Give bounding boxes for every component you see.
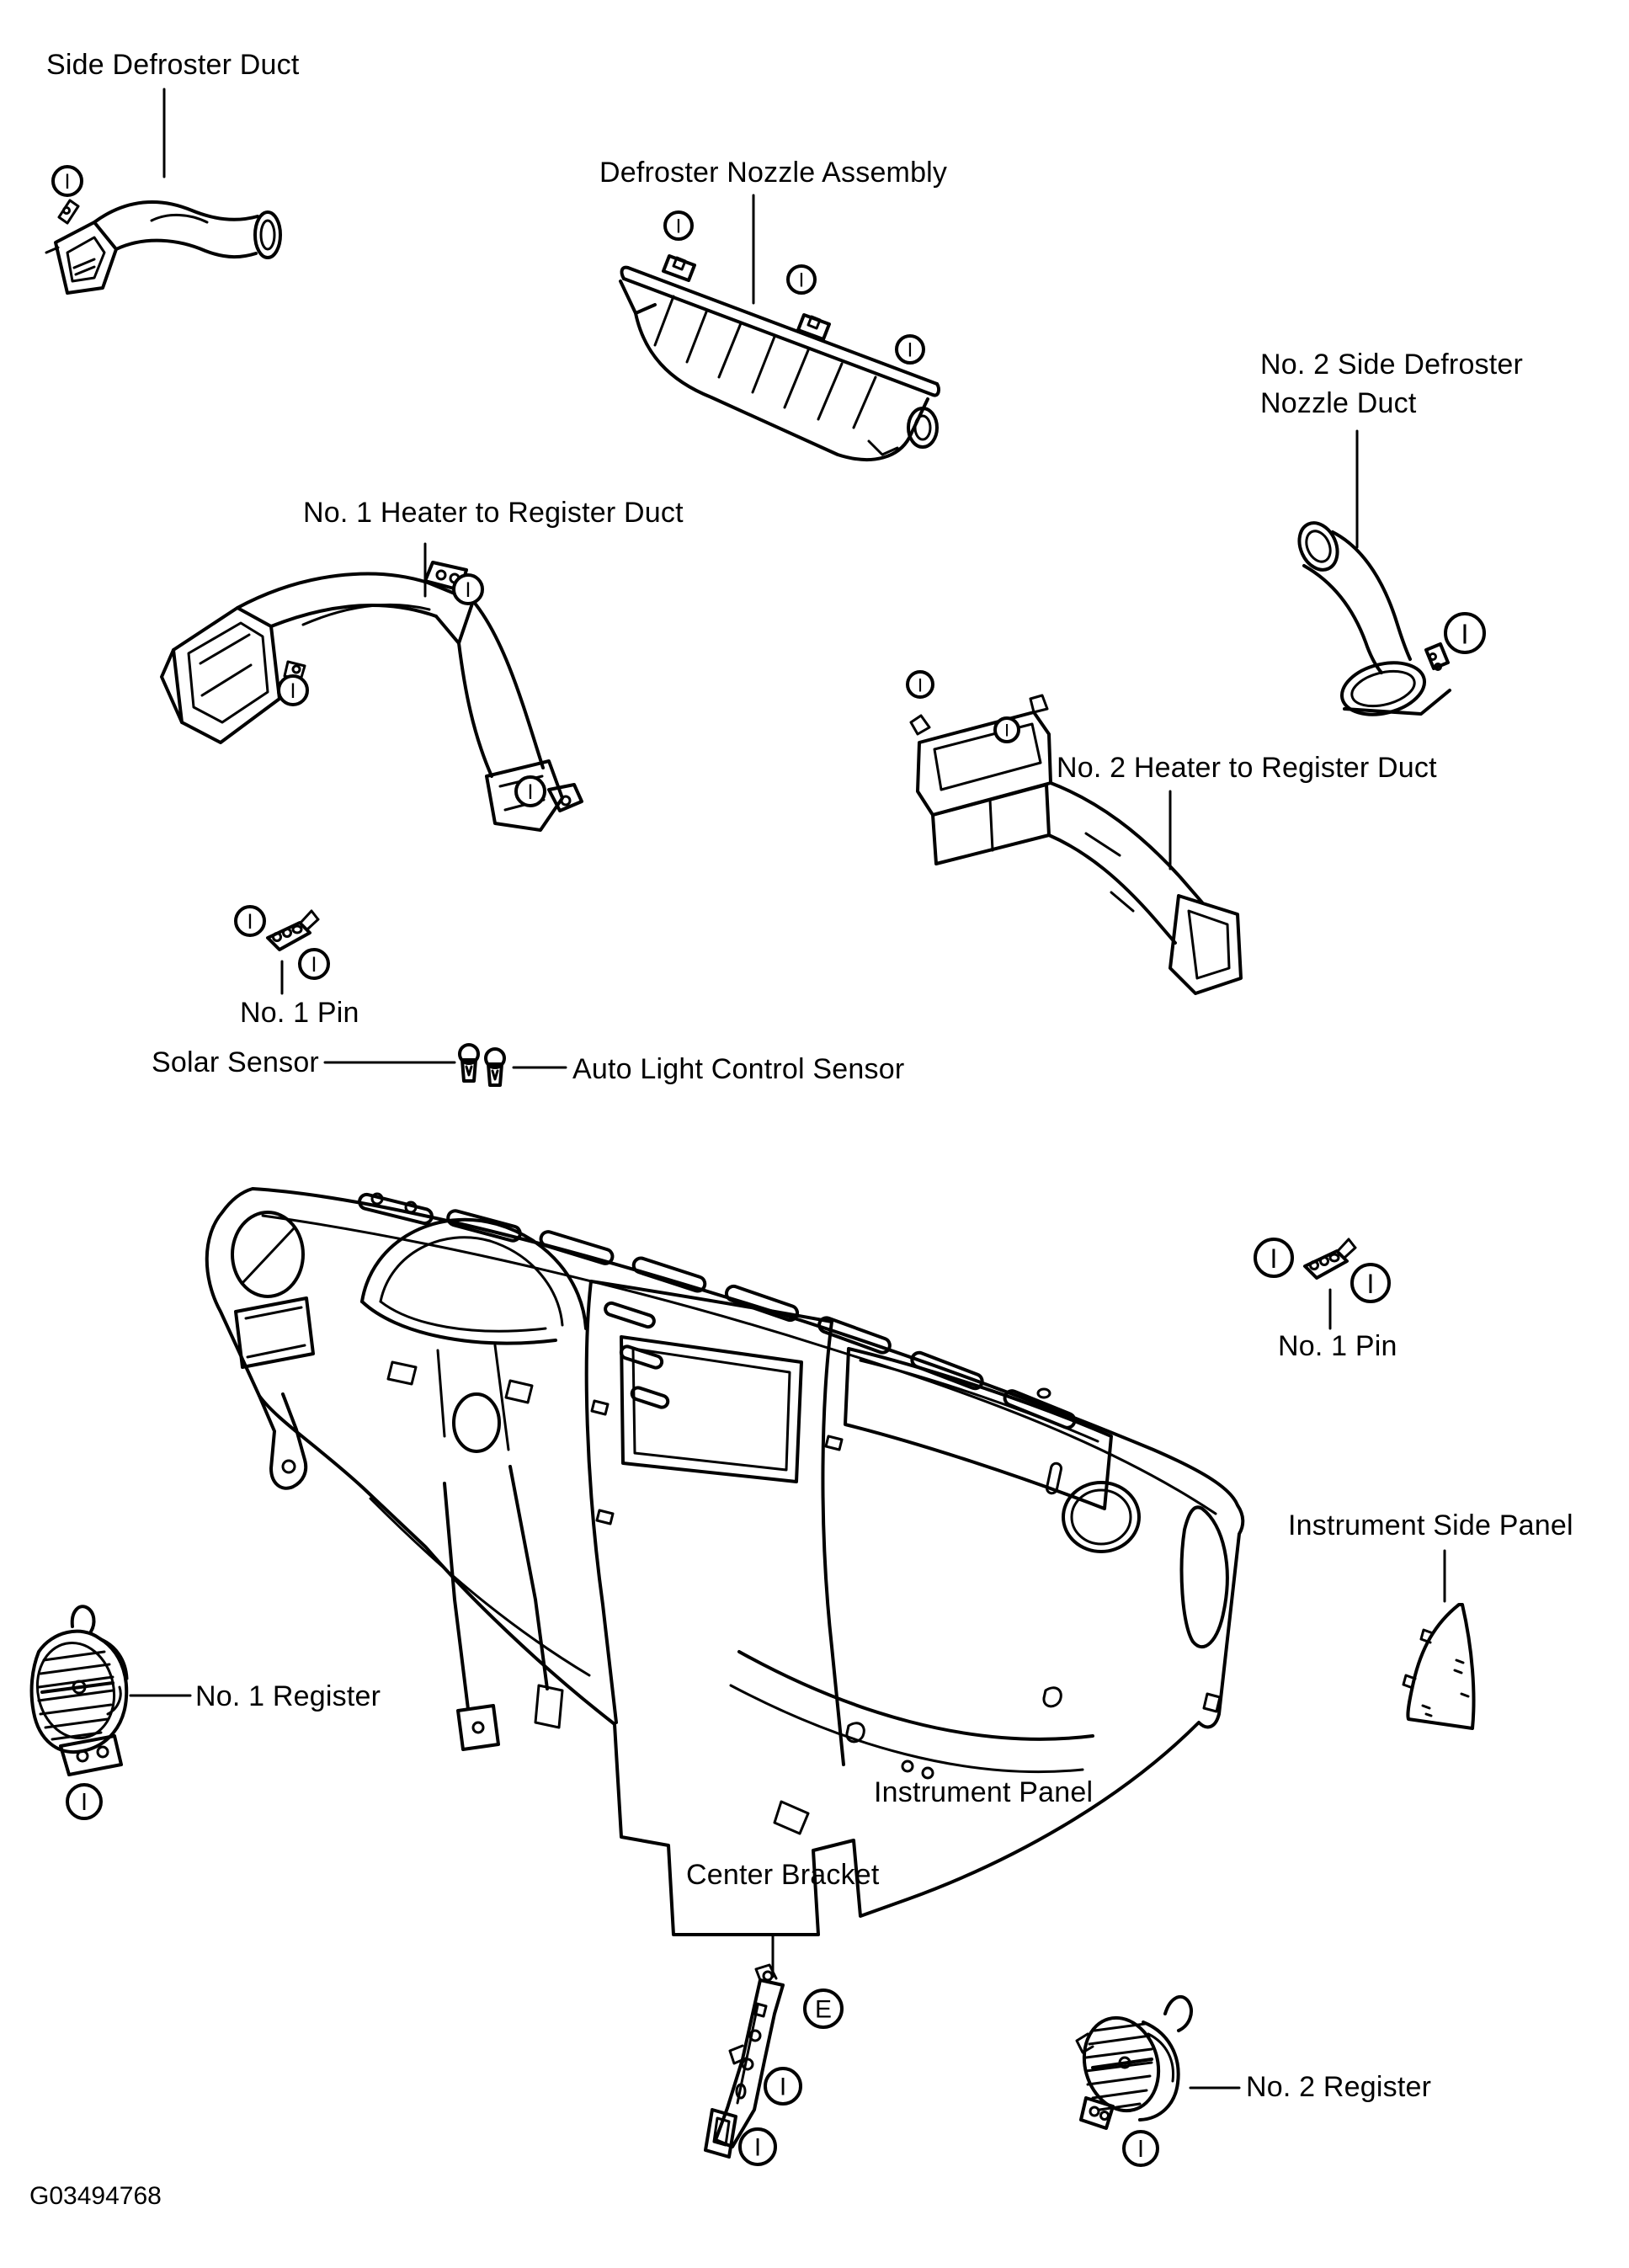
- label-no2-heater-to-register-duct: No. 2 Heater to Register Duct: [1057, 752, 1437, 784]
- clip-marker: [53, 167, 82, 195]
- label-solar-sensor: Solar Sensor: [152, 1046, 319, 1078]
- clip-marker: [1124, 2132, 1158, 2165]
- clip-marker-letter: I: [80, 1789, 88, 1816]
- clip-marker-letter: I: [917, 674, 924, 696]
- no1-pin-left-drawing: [268, 911, 318, 950]
- clip-marker: [1445, 614, 1484, 652]
- clip-marker: [740, 2129, 775, 2164]
- no2-heater-to-register-duct-drawing: [911, 695, 1241, 993]
- screw-marker-letter: E: [814, 1995, 833, 2024]
- auto-light-control-sensor-drawing: [486, 1049, 504, 1085]
- clip-marker: [995, 718, 1019, 742]
- clip-marker-letter: I: [465, 578, 471, 602]
- clip-marker-letter: I: [1366, 1269, 1375, 1299]
- label-side-defroster-duct: Side Defroster Duct: [46, 49, 300, 81]
- label-no2-side-defroster-nozzle-duct: [1260, 345, 1523, 423]
- clip-marker: [279, 676, 307, 705]
- clip-marker: [908, 672, 933, 697]
- label-center-bracket: Center Bracket: [686, 1859, 880, 1891]
- label-no1-register: No. 1 Register: [195, 1680, 381, 1712]
- no1-pin-right-drawing: [1305, 1239, 1355, 1278]
- clip-marker: [454, 575, 482, 604]
- no2-register-drawing: [1073, 1997, 1191, 2128]
- label-instrument-side-panel: Instrument Side Panel: [1288, 1509, 1573, 1541]
- solar-sensor-drawing: [460, 1045, 478, 1081]
- instrument-side-panel-drawing: [1403, 1605, 1474, 1728]
- clip-marker: [1255, 1239, 1292, 1276]
- clip-marker: [665, 212, 692, 239]
- clip-marker: [236, 907, 264, 935]
- no1-register-drawing: [29, 1606, 127, 1775]
- clip-marker-letter: I: [290, 679, 296, 703]
- clip-marker-letter: I: [907, 338, 913, 362]
- clip-marker: [1352, 1264, 1389, 1302]
- label-instrument-panel: Instrument Panel: [874, 1776, 1094, 1808]
- clip-marker: [765, 2068, 801, 2104]
- side-defroster-duct-drawing: [46, 200, 280, 293]
- clip-marker-letter: I: [1137, 2136, 1145, 2163]
- clip-marker: [516, 777, 545, 806]
- clip-marker-letter: I: [64, 170, 71, 194]
- no2-side-defroster-nozzle-duct-drawing: [1292, 517, 1450, 722]
- clip-marker-letter: I: [311, 953, 317, 977]
- clip-marker-letter: I: [527, 780, 534, 804]
- label-defroster-nozzle-assembly: Defroster Nozzle Assembly: [599, 157, 948, 189]
- instrument-panel-drawing: [207, 1189, 1243, 1935]
- clip-marker: [897, 336, 924, 363]
- defroster-nozzle-assembly-drawing: [620, 256, 939, 460]
- clip-marker-letter: I: [1004, 721, 1009, 741]
- clip-marker: [788, 266, 815, 293]
- clip-marker-letter: I: [798, 269, 805, 292]
- clip-marker: [67, 1785, 101, 1818]
- label-no1-heater-to-register-duct: No. 1 Heater to Register Duct: [303, 497, 684, 529]
- clip-marker-letter: I: [753, 2133, 762, 2162]
- clip-marker-letter: I: [1270, 1243, 1278, 1274]
- label-auto-light-control-sensor: Auto Light Control Sensor: [572, 1053, 905, 1085]
- label-no2-register: No. 2 Register: [1246, 2071, 1432, 2103]
- clip-marker-letter: I: [247, 910, 253, 934]
- label-no1-pin-right: No. 1 Pin: [1278, 1330, 1397, 1362]
- label-no1-pin-left: No. 1 Pin: [240, 997, 359, 1029]
- clip-marker-letter: I: [1461, 618, 1469, 650]
- label-no2-side-defroster-nozzle-duct-line1: No. 2 Side Defroster: [1260, 349, 1524, 381]
- figure-code: G03494768: [29, 2182, 162, 2210]
- center-bracket-drawing: [705, 1965, 783, 2157]
- screw-marker: [805, 1990, 842, 2027]
- clip-marker-letter: I: [675, 215, 682, 238]
- clip-marker-letter: I: [779, 2073, 787, 2101]
- clip-marker: [300, 950, 328, 978]
- label-no2-side-defroster-nozzle-duct-line2: Nozzle Duct: [1260, 387, 1417, 419]
